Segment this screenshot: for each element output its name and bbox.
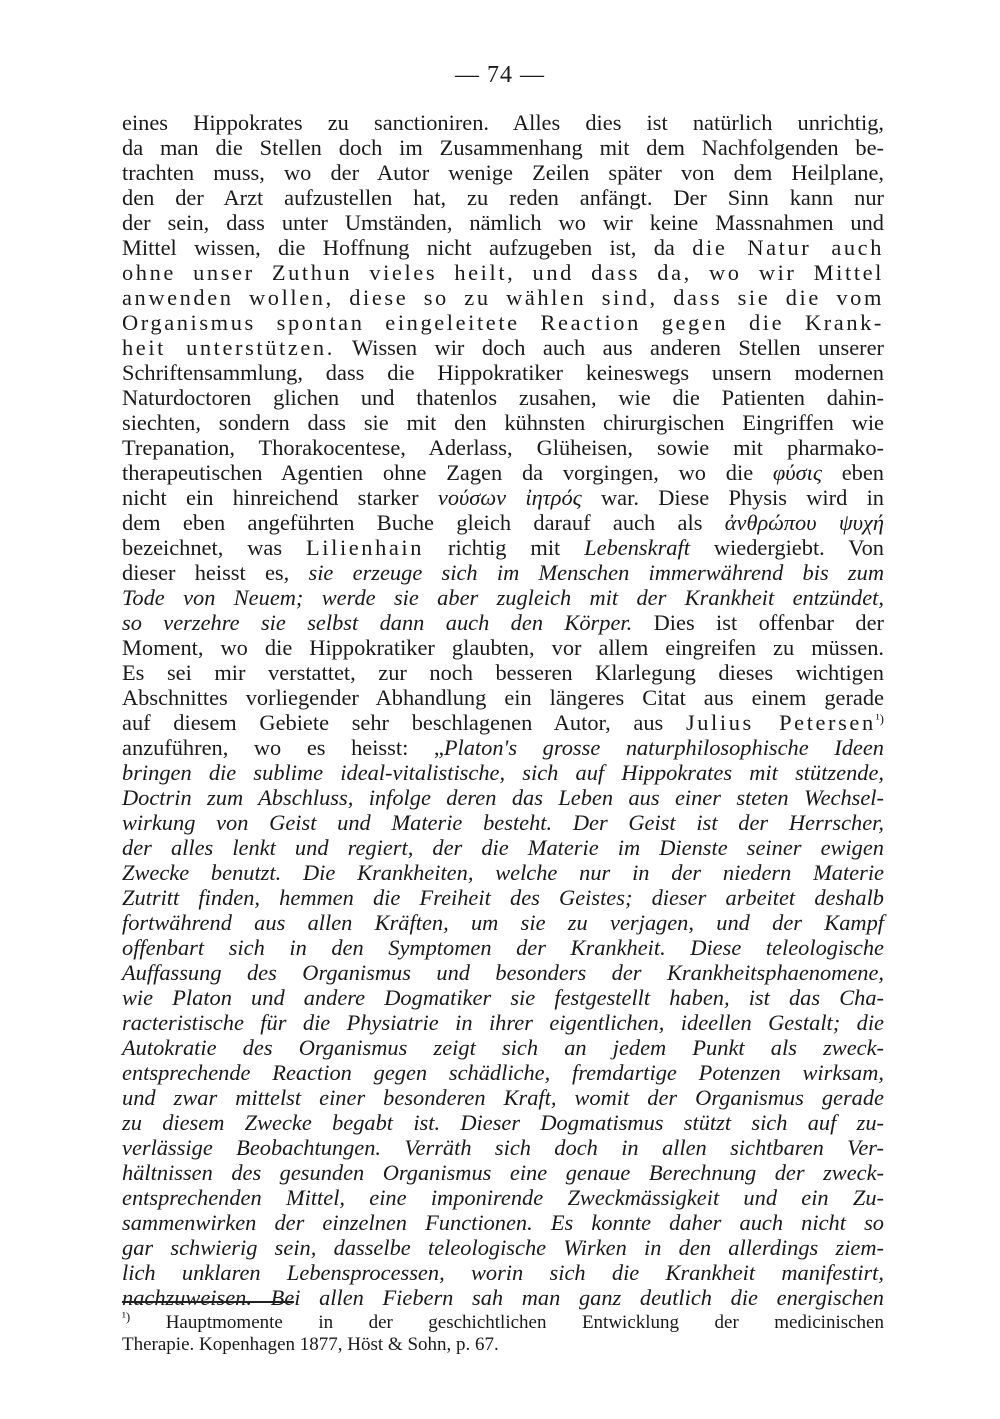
- body-line: [122, 1085, 884, 1110]
- body-text-segment: siechten, sondern dass sie mit den kühnsten chirurgischen Eingriffen wie: [122, 410, 884, 435]
- body-line: [122, 485, 884, 510]
- body-line: [122, 435, 884, 460]
- body-text-segment: νούσων ἰητρός: [437, 485, 582, 510]
- body-text-segment: Tode von Neuem; werde sie aber zugleich mit der Krankheit entzündet,: [122, 585, 884, 610]
- body-text-segment: die Natur auch: [692, 235, 884, 260]
- body-text-segment: verlässige Beobachtungen. Verräth sich doch in allen sichtbaren Ver-: [122, 1135, 884, 1160]
- body-line: [122, 685, 884, 710]
- body-text-segment: eines Hippokrates zu sanctioniren. Alles dies ist natürlich unrichtig,: [122, 110, 884, 135]
- body-text-segment: ohne unser Zuthun vieles heilt, und dass da, wo wir Mittel: [122, 260, 884, 285]
- body-text-segment: Organismus spontan eingeleitete Reaction gegen die Krank-: [122, 310, 884, 335]
- body-line: [122, 185, 884, 210]
- body-line: [122, 1285, 884, 1310]
- body-text-segment: Zwecke benutzt. Die Krankheiten, welche nur in der niedern Materie: [122, 860, 884, 885]
- body-text-segment: sammenwirken der einzelnen Functionen. Es konnte daher auch nicht so: [122, 1210, 884, 1235]
- body-line: [122, 785, 884, 810]
- body-text-segment: Mittel wissen, die Hoffnung nicht aufzugeben ist, da: [122, 235, 693, 260]
- body-line: [122, 310, 884, 335]
- body-line: [122, 1010, 884, 1035]
- footnote-divider: [122, 1301, 294, 1303]
- body-text-segment: fortwährend aus allen Kräften, um sie zu verjagen, und der Kampf: [122, 910, 884, 935]
- body-line: [122, 610, 884, 635]
- body-line: [122, 385, 884, 410]
- body-text-segment: auf diesem Gebiete sehr beschlagenen Autor, aus: [122, 710, 686, 735]
- body-text-segment: Wissen wir doch auch aus anderen Stellen unserer: [334, 335, 884, 360]
- body-line: [122, 1035, 884, 1060]
- body-text-segment: φύσις: [772, 460, 822, 485]
- body-line: [122, 260, 884, 285]
- body-text-segment: dem eben angeführten Buche gleich darauf auch als: [122, 510, 725, 535]
- body-text-segment: Abschnittes vorliegender Abhandlung ein längeres Citat aus einem gerade: [122, 685, 884, 710]
- body-line: [122, 1135, 884, 1160]
- footnote-line: [122, 1309, 884, 1334]
- body-text-segment: wie Platon und andere Dogmatiker sie festgestellt haben, ist das Cha-: [122, 985, 884, 1010]
- body-text-segment: Naturdoctoren glichen und thatenlos zusahen, wie die Patienten dahin-: [122, 385, 884, 410]
- body-line: [122, 1185, 884, 1210]
- body-line: [122, 535, 884, 560]
- body-text-segment: anzuführen, wo es heisst: „: [122, 735, 444, 760]
- body-line: [122, 835, 884, 860]
- body-text-segment: Moment, wo die Hippokratiker glaubten, vor allem eingreifen zu müssen.: [122, 635, 884, 660]
- body-line: [122, 1160, 884, 1185]
- body-text-segment: heit unterstützen.: [122, 335, 335, 360]
- body-line: [122, 1110, 884, 1135]
- body-text-segment: der sein, dass unter Umständen, nämlich wo wir keine Massnahmen und: [122, 210, 884, 235]
- body-text-segment: da man die Stellen doch im Zusammenhang mit dem Nachfolgenden be-: [122, 135, 884, 160]
- body-line: [122, 1235, 884, 1260]
- body-line: [122, 1060, 884, 1085]
- body-text: [122, 110, 884, 1310]
- body-line: [122, 910, 884, 935]
- body-text-segment: nicht ein hinreichend starker: [122, 485, 438, 510]
- body-line: [122, 210, 884, 235]
- body-line: [122, 410, 884, 435]
- body-text-segment: ¹): [875, 711, 884, 726]
- body-text-segment: Platon's grosse naturphilosophische Ideen: [443, 735, 885, 760]
- body-text-segment: racteristische für die Physiatrie in ihrer eigentlichen, ideellen Gestalt; die: [122, 1010, 884, 1035]
- body-text-segment: entsprechende Reaction gegen schädliche, fremdartige Potenzen wirksam,: [122, 1060, 884, 1085]
- body-text-segment: Trepanation, Thorakocentese, Aderlass, Glüheisen, sowie mit pharmako-: [122, 435, 884, 460]
- body-line: [122, 160, 884, 185]
- body-text-segment: eben: [821, 460, 884, 485]
- body-line: [122, 860, 884, 885]
- footnote-line: [122, 1334, 884, 1356]
- body-text-segment: wiedergiebt. Von: [689, 535, 884, 560]
- body-text-segment: Auffassung des Organismus und besonders der Krankheitsphaenomene,: [122, 960, 884, 985]
- body-text-segment: Lilienhain: [306, 535, 425, 560]
- body-text-segment: offenbart sich in den Symptomen der Krankheit. Diese teleologische: [122, 935, 884, 960]
- body-text-segment: dieser heisst es,: [122, 560, 309, 585]
- body-text-segment: wirkung von Geist und Materie besteht. Der Geist ist der Herrscher,: [122, 810, 884, 835]
- body-text-segment: Doctrin zum Abschluss, infolge deren das Leben aus einer steten Wechsel-: [122, 785, 884, 810]
- body-line: [122, 760, 884, 785]
- body-text-segment: der alles lenkt und regiert, der die Materie im Dienste seiner ewigen: [122, 835, 884, 860]
- body-text-segment: Lebenskraft: [584, 535, 690, 560]
- body-text-segment: Zutritt finden, hemmen die Freiheit des Geistes; dieser arbeitet deshalb: [122, 885, 884, 910]
- page-number: — 74 —: [455, 62, 545, 88]
- body-line: [122, 335, 884, 360]
- body-line: [122, 1260, 884, 1285]
- body-text-segment: und zwar mittelst einer besonderen Kraft, womit der Organismus gerade: [122, 1085, 884, 1110]
- body-line: [122, 235, 884, 260]
- body-line: [122, 110, 884, 135]
- body-text-segment: Autokratie des Organismus zeigt sich an jedem Punkt als zweck-: [122, 1035, 884, 1060]
- body-text-segment: lich unklaren Lebensprocessen, worin sich die Krankheit manifestirt,: [122, 1260, 884, 1285]
- body-text-segment: richtig mit: [424, 535, 585, 560]
- body-line: [122, 935, 884, 960]
- body-text-segment: gar schwierig sein, dasselbe teleologische Wirken in den allerdings ziem-: [122, 1235, 884, 1260]
- body-line: [122, 285, 884, 310]
- body-text-segment: Dies ist offenbar der: [632, 610, 884, 635]
- footnote-text-segment: Hauptmomente in der geschichtlichen Entwicklung der medicinischen: [130, 1312, 884, 1333]
- body-line: [122, 1210, 884, 1235]
- body-text-segment: bringen die sublime ideal-vitalistische, sich auf Hippokrates mit stützende,: [122, 760, 884, 785]
- body-text-segment: zu diesem Zwecke begabt ist. Dieser Dogmatismus stützt sich auf zu-: [122, 1110, 884, 1135]
- body-line: [122, 735, 884, 760]
- body-text-segment: Es sei mir verstattet, zur noch besseren Klarlegung dieses wichtigen: [122, 660, 884, 685]
- body-text-segment: Julius Petersen: [685, 710, 876, 735]
- body-text-segment: so verzehre sie selbst dann auch den Körper.: [122, 610, 633, 635]
- body-line: [122, 560, 884, 585]
- body-text-segment: war. Diese Physis wird in: [581, 485, 885, 510]
- body-line: [122, 985, 884, 1010]
- footnote-text-segment: ¹): [122, 1309, 131, 1324]
- body-line: [122, 460, 884, 485]
- body-line: [122, 885, 884, 910]
- body-line: [122, 710, 884, 735]
- body-text-segment: anwenden wollen, diese so zu wählen sind, dass sie die vom: [122, 285, 884, 310]
- body-line: [122, 960, 884, 985]
- body-line: [122, 360, 884, 385]
- body-line: [122, 660, 884, 685]
- body-line: [122, 585, 884, 610]
- footnote-text-segment: Therapie. Kopenhagen 1877, Höst & Sohn, p. 67.: [122, 1334, 499, 1355]
- body-text-segment: nachzuweisen. Bei allen Fiebern sah man ganz deutlich die energischen: [122, 1285, 884, 1310]
- body-line: [122, 135, 884, 160]
- body-text-segment: Schriftensammlung, dass die Hippokratiker keineswegs unsern modernen: [122, 360, 884, 385]
- body-text-segment: hältnissen des gesunden Organismus eine genaue Berechnung der zweck-: [122, 1160, 884, 1185]
- body-line: [122, 635, 884, 660]
- footnote: [122, 1309, 884, 1356]
- body-text-segment: ἀνθρώπου ψυχή: [724, 510, 884, 535]
- body-text-segment: entsprechenden Mittel, eine imponirende Zweckmässigkeit und ein Zu-: [122, 1185, 884, 1210]
- body-line: [122, 510, 884, 535]
- body-line: [122, 810, 884, 835]
- body-text-segment: den der Arzt aufzustellen hat, zu reden anfängt. Der Sinn kann nur: [122, 185, 884, 210]
- body-text-segment: bezeichnet, was: [122, 535, 307, 560]
- body-text-segment: trachten muss, wo der Autor wenige Zeilen später von dem Heilplane,: [122, 160, 884, 185]
- body-text-segment: therapeutischen Agentien ohne Zagen da vorgingen, wo die: [122, 460, 773, 485]
- body-text-segment: sie erzeuge sich im Menschen immerwährend bis zum: [308, 560, 884, 585]
